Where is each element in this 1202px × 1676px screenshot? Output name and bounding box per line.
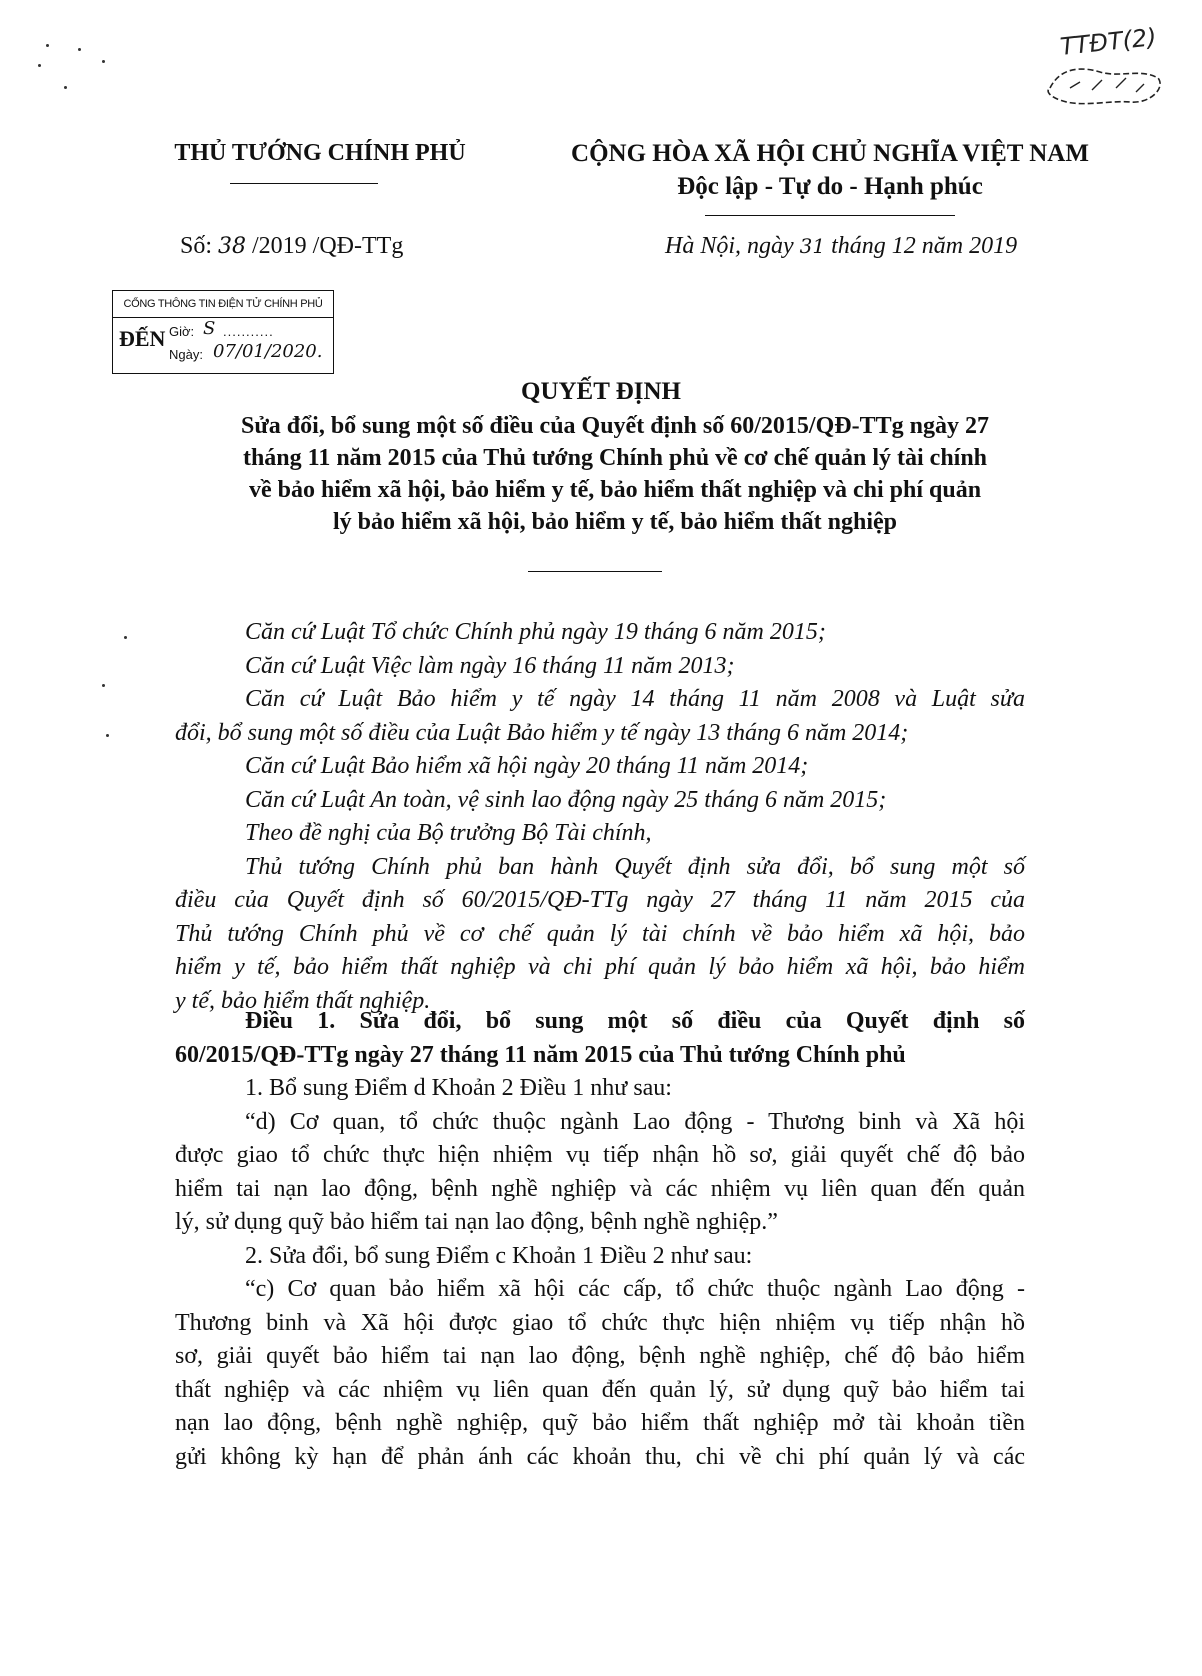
preamble-line: Căn cứ Luật Việc làm ngày 16 tháng 11 năm 2013; <box>245 652 735 679</box>
preamble-line: hiểm y tế, bảo hiểm thất nghiệp và chi phí quản lý bảo hiểm xã hội, bảo hiểm <box>175 954 1025 980</box>
article-heading: 60/2015/QĐ-TTg ngày 27 tháng 11 năm 2015 của Thủ tướng Chính phủ <box>175 1041 906 1068</box>
preamble-line: Theo đề nghị của Bộ trưởng Bộ Tài chính, <box>245 820 652 846</box>
article-line: hiểm tai nạn lao động, bệnh nghề nghiệp và các nhiệm vụ liên quan đến quản <box>175 1175 1025 1202</box>
received-stamp <box>112 290 334 374</box>
stamp-time-value: S <box>203 318 216 339</box>
stamp-time-dots: ........... <box>223 324 274 339</box>
title-underline <box>528 571 662 572</box>
issuer-underline <box>230 183 378 184</box>
preamble-line: Căn cứ Luật Bảo hiểm xã hội ngày 20 tháng 11 năm 2014; <box>245 753 809 779</box>
stamp-header: CỔNG THÔNG TIN ĐIỆN TỬ CHÍNH PHỦ <box>113 291 333 318</box>
article-line: thất nghiệp và các nhiệm vụ liên quan đến quản lý, sử dụng quỹ bảo hiểm tai <box>175 1376 1025 1403</box>
preamble-line: Thủ tướng Chính phủ ban hành Quyết định sửa đổi, bổ sung một số <box>245 853 1025 880</box>
stamp-date-label: Ngày: <box>169 347 203 362</box>
national-title: CỘNG HÒA XÃ HỘI CHỦ NGHĨA VIỆT NAM <box>571 140 1089 167</box>
corner-handwritten-note: TTĐT(2) <box>1058 23 1158 61</box>
article-line: Thương binh và Xã hội được giao tổ chức thực hiện nhiệm vụ tiếp nhận hồ <box>175 1309 1025 1336</box>
preamble-line: y tế, bảo hiểm thất nghiệp. <box>175 987 431 1014</box>
place-date-suffix: tháng 12 năm 2019 <box>831 233 1018 259</box>
subtitle-line: về bảo hiểm xã hội, bảo hiểm y tế, bảo hiểm thất nghiệp và chi phí quản <box>248 477 982 503</box>
subtitle-line: Sửa đổi, bổ sung một số điều của Quyết định số 60/2015/QĐ-TTg ngày 27 <box>241 413 989 439</box>
article-line: lý, sử dụng quỹ bảo hiểm tai nạn lao động, bệnh nghề nghiệp.” <box>175 1209 778 1235</box>
document-subtitle <box>150 410 1080 538</box>
national-motto: Độc lập - Tự do - Hạnh phúc <box>677 173 983 200</box>
subtitle-line: tháng 11 năm 2015 của Thủ tướng Chính phủ về cơ chế quản lý tài chính <box>242 445 988 471</box>
document-number <box>180 233 403 260</box>
preamble-line: Thủ tướng Chính phủ về cơ chế quản lý tài chính về bảo hiểm xã hội, bảo <box>175 920 1025 947</box>
document-number-prefix: Số: <box>180 233 213 259</box>
stamp-time-label: Giờ: <box>169 324 195 339</box>
article-line: 1. Bổ sung Điểm d Khoản 2 Điều 1 như sau: <box>245 1075 672 1101</box>
preamble-line: Căn cứ Luật Tổ chức Chính phủ ngày 19 tháng 6 năm 2015; <box>245 619 826 645</box>
preamble-line: đổi, bổ sung một số điều của Luật Bảo hiểm y tế ngày 13 tháng 6 năm 2014; <box>175 719 909 746</box>
place-date-prefix: Hà Nội, ngày <box>665 233 794 259</box>
document-title: QUYẾT ĐỊNH <box>521 378 681 405</box>
article-line: nạn lao động, bệnh nghề nghiệp, quỹ bảo hiểm thất nghiệp mở tài khoản tiền <box>175 1410 1025 1436</box>
place-and-date <box>665 233 1017 260</box>
article-line: “d) Cơ quan, tổ chức thuộc ngành Lao động - Thương binh và Xã hội <box>245 1108 1025 1135</box>
motto-underline <box>705 215 955 216</box>
preamble-line: Căn cứ Luật Bảo hiểm y tế ngày 14 tháng 11 năm 2008 và Luật sửa <box>245 686 1025 712</box>
document-number-handwritten: 38 <box>218 234 247 259</box>
preamble-line: Căn cứ Luật An toàn, vệ sinh lao động ngày 25 tháng 6 năm 2015; <box>245 786 887 813</box>
document-number-suffix: /2019 /QĐ-TTg <box>252 233 404 259</box>
article-line: sơ, giải quyết bảo hiểm tai nạn lao động, bệnh nghề nghiệp, chế độ bảo hiểm <box>175 1343 1025 1369</box>
article-line: gửi không kỳ hạn để phản ánh các khoản thu, chi về chi phí quản lý và các <box>175 1443 1025 1470</box>
day-handwritten: 31 <box>799 234 826 258</box>
issuer-name: THỦ TƯỚNG CHÍNH PHỦ <box>174 140 466 166</box>
preamble-line: điều của Quyết định số 60/2015/QĐ-TTg ngày 27 tháng 11 năm 2015 của <box>175 887 1025 913</box>
article-line: “c) Cơ quan bảo hiểm xã hội các cấp, tổ chức thuộc ngành Lao động - <box>245 1276 1025 1302</box>
article-line: được giao tổ chức thực hiện nhiệm vụ tiếp nhận hồ sơ, giải quyết chế độ bảo <box>175 1142 1025 1168</box>
stamp-date-value: 07/01/2020. <box>213 341 323 362</box>
article-line: 2. Sửa đổi, bổ sung Điểm c Khoản 1 Điều 2 như sau: <box>245 1242 753 1269</box>
article-heading: Điều 1. Sửa đổi, bổ sung một số điều của Quyết định số <box>245 1008 1025 1034</box>
preamble <box>175 616 1025 1018</box>
stamp-den-label: ĐẾN <box>119 326 166 351</box>
subtitle-line: lý bảo hiểm xã hội, bảo hiểm y tế, bảo hiểm thất nghiệp <box>332 509 898 535</box>
article-1 <box>175 1005 1025 1474</box>
